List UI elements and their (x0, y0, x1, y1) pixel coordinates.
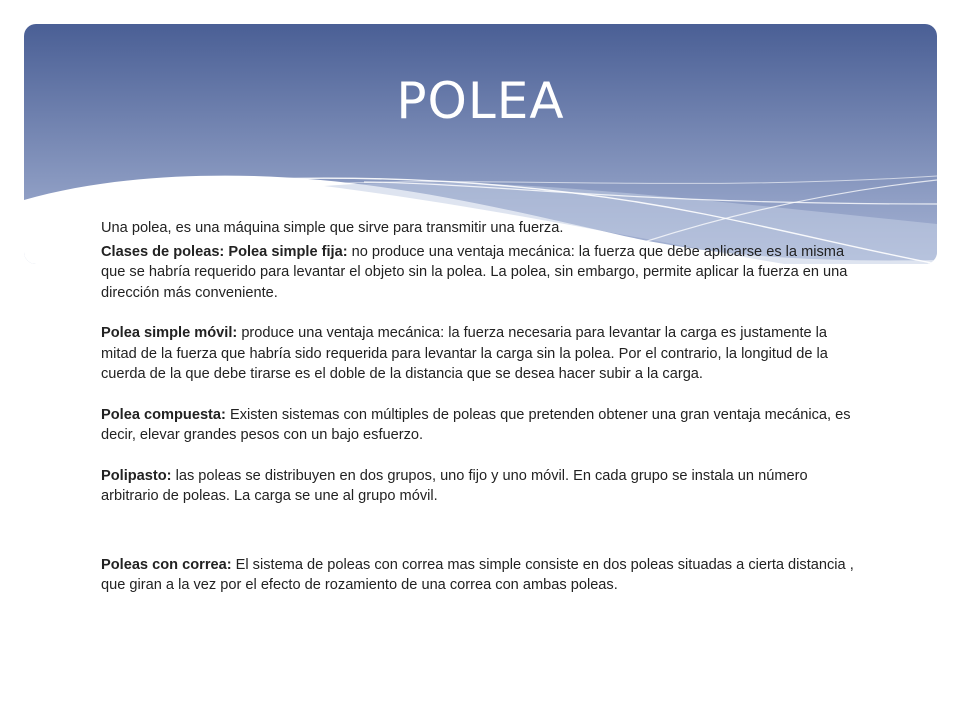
paragraph-polea-compuesta (101, 405, 861, 446)
paragraph-text: El sistema de poleas con correa mas simple consiste en dos poleas situadas a cierta distancia , que giran a la vez por el efecto de rozamiento de una correa con ambas poleas. (101, 556, 854, 593)
paragraph-lead: Polea simple móvil: (101, 325, 238, 341)
paragraph-text: las poleas se distribuyen en dos grupos, uno fijo y uno móvil. En cada grupo se instala un número arbitrario de poleas. La carga se une al grupo móvil. (101, 467, 808, 504)
slide-title: POLEA (396, 72, 565, 130)
paragraph-lead: Polipasto: (101, 467, 172, 484)
paragraph-polea-fija (101, 242, 861, 304)
paragraph-text: produce una ventaja mecánica: la fuerza necesaria para levantar la carga es justamente la mitad de la fuerza que habría sido requerida para levantar la carga sin la polea. Por el contrario, la longitud de la cuerda de la que debe tirarse es el doble de la distancia que se desea hacer subir a la carga. (101, 325, 828, 382)
slide-body (101, 218, 861, 596)
paragraph-text: Existen sistemas con múltiples de poleas que pretenden obtener una gran ventaja mecánica, es decir, elevar grandes pesos con un bajo esfuerzo. (101, 406, 851, 443)
paragraph-lead: Clases de poleas: Polea simple fija: (101, 243, 348, 260)
paragraph-poleas-correa (101, 555, 861, 596)
paragraph-lead: Poleas con correa: (101, 556, 232, 573)
paragraph-polipasto (101, 466, 861, 507)
paragraph-text: no produce una ventaja mecánica: la fuerza que debe aplicarse es la misma que se habría requerido para levantar el objeto sin la polea. La polea, sin embargo, permite aplicar la fuerza en una dirección más conveniente. (101, 243, 848, 301)
paragraph-polea-movil (101, 323, 861, 385)
intro-paragraph: Una polea, es una máquina simple que sirve para transmitir una fuerza. (101, 220, 564, 236)
paragraph-lead: Polea compuesta: (101, 406, 226, 423)
